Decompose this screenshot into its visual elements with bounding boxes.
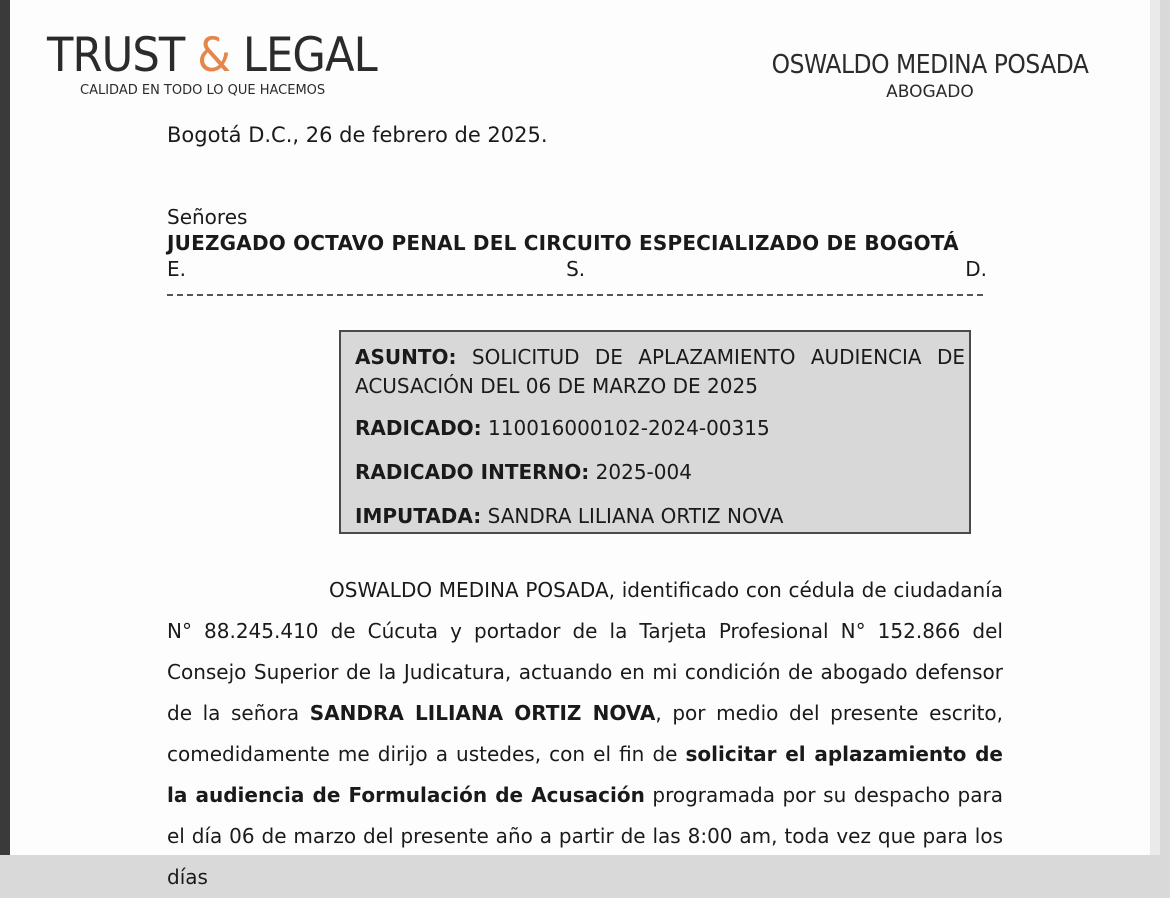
- esd-line: [167, 256, 987, 282]
- radicado-interno-line: RADICADO INTERNO: 2025-004: [355, 460, 692, 484]
- letter-date: Bogotá D.C., 26 de febrero de 2025.: [167, 123, 548, 147]
- radicado-line: RADICADO: 110016000102-2024-00315: [355, 416, 770, 440]
- dashed-divider: [167, 294, 983, 296]
- logo-tagline: CALIDAD EN TODO LO QUE HACEMOS: [80, 83, 326, 98]
- esd-d: D.: [965, 257, 987, 281]
- request-emphasis: solicitar el aplazamiento de la audiencia de Formulación de Acusación: [167, 742, 1003, 807]
- court-name: JUEZGADO OCTAVO PENAL DEL CIRCUITO ESPECIALIZADO DE BOGOTÁ: [167, 231, 959, 255]
- lawyer-letterhead: [754, 50, 1106, 102]
- salutation: Señores: [167, 205, 248, 229]
- imputada-line: IMPUTADA: SANDRA LILIANA ORTIZ NOVA: [355, 504, 784, 528]
- logo-wordmark: TRUST & LEGAL: [47, 28, 377, 83]
- subject-box: [339, 330, 971, 534]
- esd-e: E.: [167, 257, 186, 281]
- body-paragraph: OSWALDO MEDINA POSADA, identificado con cédula de ciudadanía N° 88.245.410 de Cúcuta y portador de la Tarjeta Profesional N° 152.866 del Consejo Superior de la Judicatura, actuando en mi condición de abogado defensor de la señora SANDRA LILIANA ORTIZ NOVA, por medio del presente escrito, comedidamente me dirijo a ustedes, con el fin de solicitar el aplazamiento de la audiencia de Formulación de Acusación programada por su despacho para el día 06 de marzo del presente año a partir de las 8:00 am, toda vez que para los días: [167, 578, 1004, 889]
- document-page: [10, 0, 1160, 889]
- asunto-line: ASUNTO: SOLICITUD DE APLAZAMIENTO AUDIENCIA DE ACUSACIÓN DEL 06 DE MARZO DE 2025: [355, 345, 966, 398]
- lawyer-role: ABOGADO: [886, 82, 974, 102]
- scan-edge-right: [1150, 0, 1160, 855]
- logo-ampersand: &: [197, 28, 231, 83]
- lawyer-name: OSWALDO MEDINA POSADA: [771, 50, 1089, 80]
- client-name: SANDRA LILIANA ORTIZ NOVA: [309, 701, 656, 725]
- addressee-block: [167, 204, 987, 296]
- trust-legal-logo: [47, 28, 377, 99]
- esd-s: S.: [566, 257, 586, 281]
- scan-edge-left: [0, 0, 10, 855]
